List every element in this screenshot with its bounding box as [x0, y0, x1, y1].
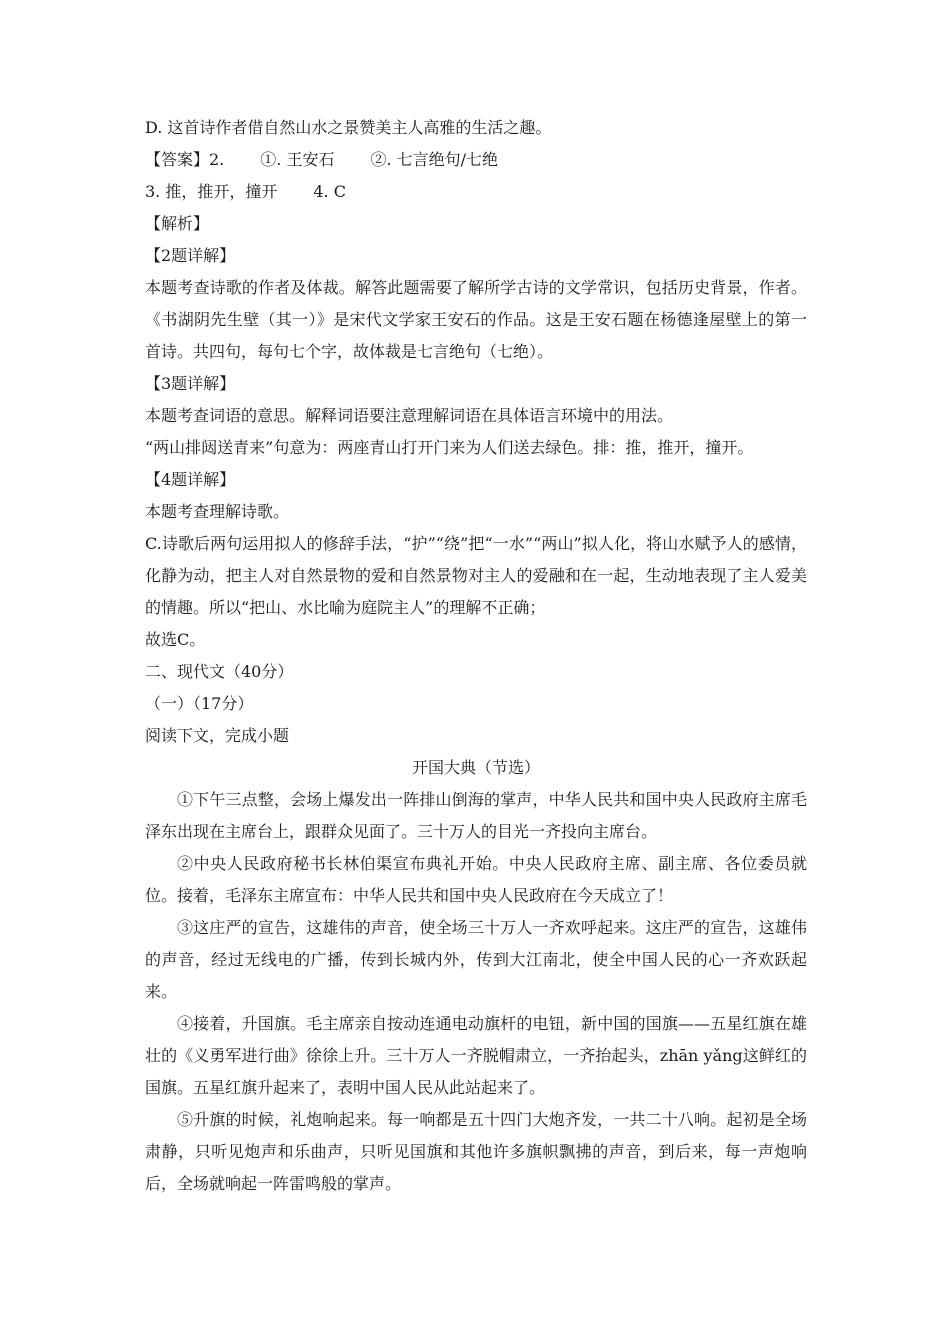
- article-paragraph-1: ①下午三点整，会场上爆发出一阵排山倒海的掌声，中华人民共和国中央人民政府主席毛泽东出现在主席台上，跟群众见面了。三十万人的目光一齐投向主席台。: [145, 790, 807, 841]
- section-heading: 二、现代文（40分）: [145, 662, 294, 681]
- answer-q3: 3. 推，推开，撞开: [145, 182, 278, 201]
- reading-instruction: 阅读下文，完成小题: [145, 726, 290, 745]
- q4-explanation: C.诗歌后两句运用拟人的修辞手法，“护”“绕”把“一水”“两山”拟人化，将山水赋予人的感情，化静为动，把主人对自然景物的爱和自然景物对主人的爱融和在一起，生动地表现了主人爱美的情趣。所以“把山、水比喻为庭院主人”的理解不正确；: [145, 534, 807, 617]
- option-d-line: D. 这首诗作者借自然山水之景赞美主人高雅的生活之趣。: [145, 118, 552, 137]
- answer-line: [145, 144, 807, 176]
- q4-explanation-line1: 本题考查理解诗歌。: [145, 502, 290, 521]
- article-title: 开国大典（节选）: [411, 758, 540, 777]
- answer-q2-part1: ①. 王安石: [260, 150, 335, 169]
- analysis-heading: 【解析】: [145, 214, 210, 233]
- subsection-heading: （一）（17分）: [145, 694, 254, 713]
- article-paragraph-5: ⑤升旗的时候，礼炮响起来。每一响都是五十四门大炮齐发，一共二十八响。起初是全场肃静，只听见炮声和乐曲声，只听见国旗和其他许多旗帜飘拂的声音，到后来，每一声炮响后，全场就响起一阵雷鸣般的掌声。: [145, 1110, 807, 1193]
- q2-heading: 【2题详解】: [145, 246, 236, 265]
- article-paragraph-2: ②中央人民政府秘书长林伯渠宣布典礼开始。中央人民政府主席、副主席、各位委员就位。接着，毛泽东主席宣布：中华人民共和国中央人民政府在今天成立了！: [145, 854, 807, 905]
- answer-q3-q4-line: [145, 176, 807, 208]
- q4-conclusion: 故选C。: [145, 630, 206, 649]
- q3-heading: 【3题详解】: [145, 374, 236, 393]
- q3-explanation-line2: “两山排闼送青来”句意为：两座青山打开门来为人们送去绿色。排：推，推开，撞开。: [145, 438, 754, 457]
- article-paragraph-4: ④接着，升国旗。毛主席亲自按动连通电动旗杆的电钮，新中国的国旗——五星红旗在雄壮的《义勇军进行曲》徐徐上升。三十万人一齐脱帽肃立，一齐抬起头，zhān yǎng这鲜红的国旗。五星红旗升起来了，表明中国人民从此站起来了。: [145, 1014, 807, 1097]
- answer-q4: 4. C: [313, 182, 346, 201]
- article-paragraph-3: ③这庄严的宣告，这雄伟的声音，使全场三十万人一齐欢呼起来。这庄严的宣告，这雄伟的声音，经过无线电的广播，传到长城内外，传到大江南北，使全中国人民的心一齐欢跃起来。: [145, 918, 807, 1001]
- q2-explanation: 本题考查诗歌的作者及体裁。解答此题需要了解所学古诗的文学常识，包括历史背景，作者。《书湖阴先生壁（其一）》是宋代文学家王安石的作品。这是王安石题在杨德逢屋壁上的第一首诗。共四句，每句七个字，故体裁是七言绝句（七绝）。: [145, 278, 807, 361]
- answer-prefix: 【答案】2.: [145, 150, 225, 169]
- q3-explanation-line1: 本题考查词语的意思。解释词语要注意理解词语在具体语言环境中的用法。: [145, 406, 674, 425]
- document-content: [145, 112, 807, 1200]
- q4-heading: 【4题详解】: [145, 470, 236, 489]
- answer-q2-part2: ②. 七言绝句/七绝: [370, 150, 499, 169]
